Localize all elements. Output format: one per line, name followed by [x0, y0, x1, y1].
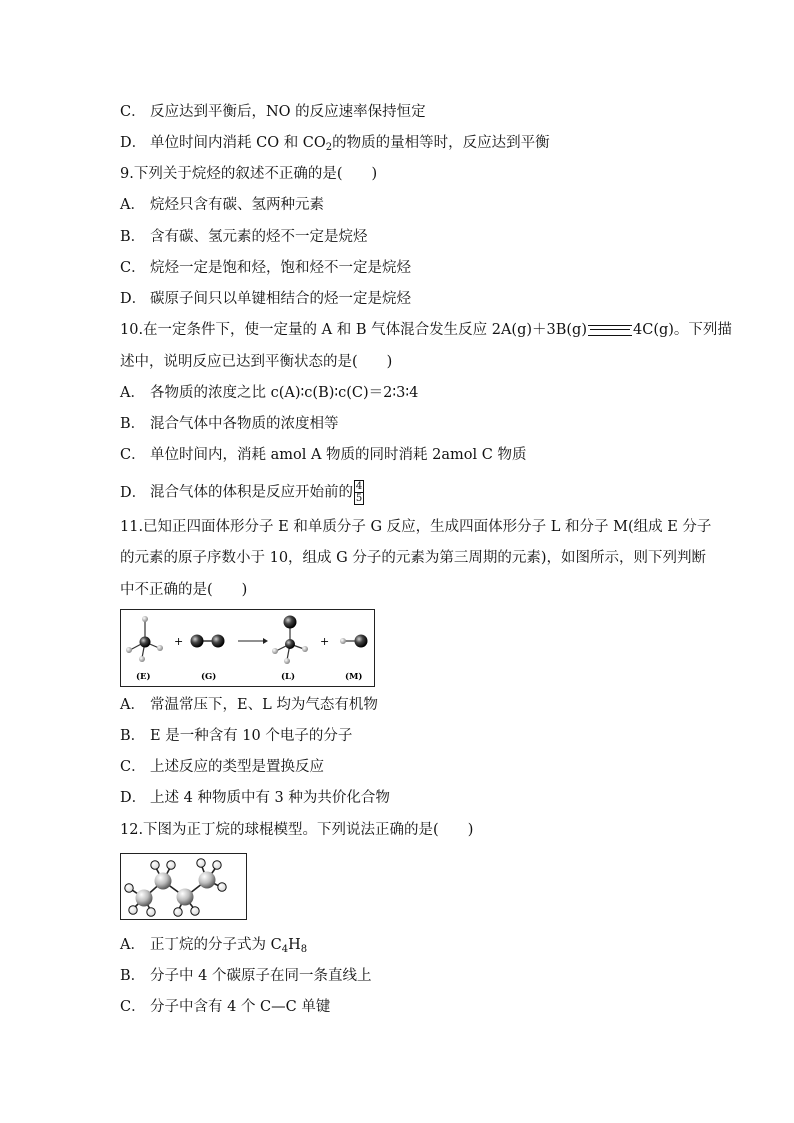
option-label: C． — [120, 759, 146, 775]
option-text: 分子中含有 4 个 C—C 单键 — [150, 999, 331, 1015]
molecule-l-icon — [272, 616, 308, 665]
reaction-arrow-icon — [238, 638, 268, 644]
q10-stem-pre: 10.在一定条件下，使一定量的 A 和 B 气体混合发生反应 2A(g)＋3B(g) — [120, 322, 587, 338]
q10-option-b — [120, 414, 339, 434]
q10-stem-line1 — [120, 320, 732, 340]
option-text: 碳原子间只以单键相结合的烃一定是烷烃 — [150, 291, 411, 307]
option-text: 单位时间内，消耗 amol A 物质的同时消耗 2amol C 物质 — [150, 447, 527, 463]
option-label: C． — [120, 260, 146, 276]
q9-option-b — [120, 227, 368, 247]
q12-option-b — [120, 966, 371, 986]
molecule-g-icon — [191, 635, 225, 648]
butane-model-figure — [120, 853, 247, 920]
option-text: 混合气体中各物质的浓度相等 — [150, 416, 339, 432]
q9-option-a — [120, 195, 324, 215]
q11-option-c — [120, 757, 324, 777]
option-label: B． — [120, 229, 146, 245]
option-label: D． — [120, 291, 147, 307]
fraction-numerator: 4 — [355, 481, 363, 492]
q11-option-d — [120, 788, 390, 808]
option-label: B． — [120, 968, 146, 984]
option-text: 反应达到平衡后，NO 的反应速率保持恒定 — [150, 104, 426, 120]
option-text-cont: 的物质的量相等时，反应达到平衡 — [332, 135, 550, 151]
option-label: D． — [120, 135, 147, 151]
option-label: A． — [120, 937, 145, 953]
option-label: D． — [120, 790, 147, 806]
option-label: B． — [120, 728, 146, 744]
q12-option-c — [120, 997, 330, 1017]
butane-ball-and-stick-icon — [121, 854, 246, 919]
option-text: 单位时间内消耗 CO 和 CO — [150, 135, 326, 151]
q10-stem-line2: 述中，说明反应已达到平衡状态的是( ) — [120, 354, 393, 370]
option-label: B． — [120, 416, 146, 432]
q11-stem-line1: 11.已知正四面体形分子 E 和单质分子 G 反应，生成四面体形分子 L 和分子 M(组成 E 分子 — [120, 519, 712, 535]
option-text: 混合气体的体积是反应开始前的 — [150, 484, 353, 501]
q10-stem-post: 4C(g)。下列描 — [633, 322, 732, 338]
option-text: 烷烃只含有碳、氢两种元素 — [150, 197, 324, 213]
subscript: 8 — [300, 944, 308, 955]
option-label: A． — [120, 697, 145, 713]
option-text: 分子中 4 个碳原子在同一条直线上 — [150, 968, 372, 984]
q11-stem-line2: 的元素的原子序数小于 10，组成 G 分子的元素为第三周期的元素)，如图所示，则下列判断 — [120, 550, 707, 566]
q8-option-c — [120, 102, 426, 122]
figure-label-g: (G) — [201, 672, 217, 682]
figure-label-m: (M) — [345, 672, 363, 682]
option-text: 含有碳、氢元素的烃不一定是烷烃 — [150, 229, 368, 245]
option-label: A． — [120, 197, 145, 213]
q12-stem: 12.下图为正丁烷的球棍模型。下列说法正确的是( ) — [120, 822, 474, 838]
q8-option-d — [120, 133, 550, 158]
fraction — [354, 480, 364, 505]
figure-label-l: (L) — [281, 672, 296, 682]
option-text: 常温常压下，E、L 均为气态有机物 — [150, 697, 378, 713]
option-label: C． — [120, 447, 146, 463]
plus-sign-2: + — [320, 635, 330, 648]
q10-option-a — [120, 383, 418, 403]
q9-stem: 9.下列关于烷烃的叙述不正确的是( ) — [120, 166, 378, 182]
option-label: A． — [120, 385, 145, 401]
option-label: C． — [120, 999, 146, 1015]
reaction-figure — [120, 609, 375, 687]
q9-option-c — [120, 258, 411, 278]
option-label: C． — [120, 104, 146, 120]
molecule-e-icon — [126, 616, 163, 662]
subscript: 4 — [281, 944, 289, 955]
option-text: 各物质的浓度之比 c(A)∶c(B)∶c(C)＝2∶3∶4 — [150, 385, 419, 401]
option-text: 上述反应的类型是置换反应 — [150, 759, 324, 775]
q11-option-b — [120, 726, 352, 746]
q9-option-d — [120, 289, 411, 309]
option-text: 上述 4 种物质中有 3 种为共价化合物 — [150, 790, 390, 806]
q10-option-c — [120, 445, 526, 465]
q11-option-a — [120, 695, 378, 715]
molecule-m-icon — [340, 635, 368, 648]
option-text-cont: H — [288, 937, 301, 953]
equilibrium-sign-icon — [588, 325, 632, 336]
option-text: 烷烃一定是饱和烃，饱和烃不一定是烷烃 — [150, 260, 411, 276]
option-text: E 是一种含有 10 个电子的分子 — [150, 728, 353, 744]
subscript: 2 — [325, 142, 333, 153]
figure-label-e: (E) — [136, 672, 151, 682]
q11-stem-line3: 中不正确的是( ) — [120, 582, 248, 598]
option-text: 正丁烷的分子式为 C — [150, 937, 282, 953]
q12-option-a — [120, 935, 307, 960]
plus-sign-1: + — [174, 635, 184, 648]
reaction-diagram — [121, 610, 374, 686]
fraction-denominator: 5 — [355, 493, 363, 504]
option-label: D． — [120, 484, 147, 501]
q10-option-d — [120, 480, 364, 505]
